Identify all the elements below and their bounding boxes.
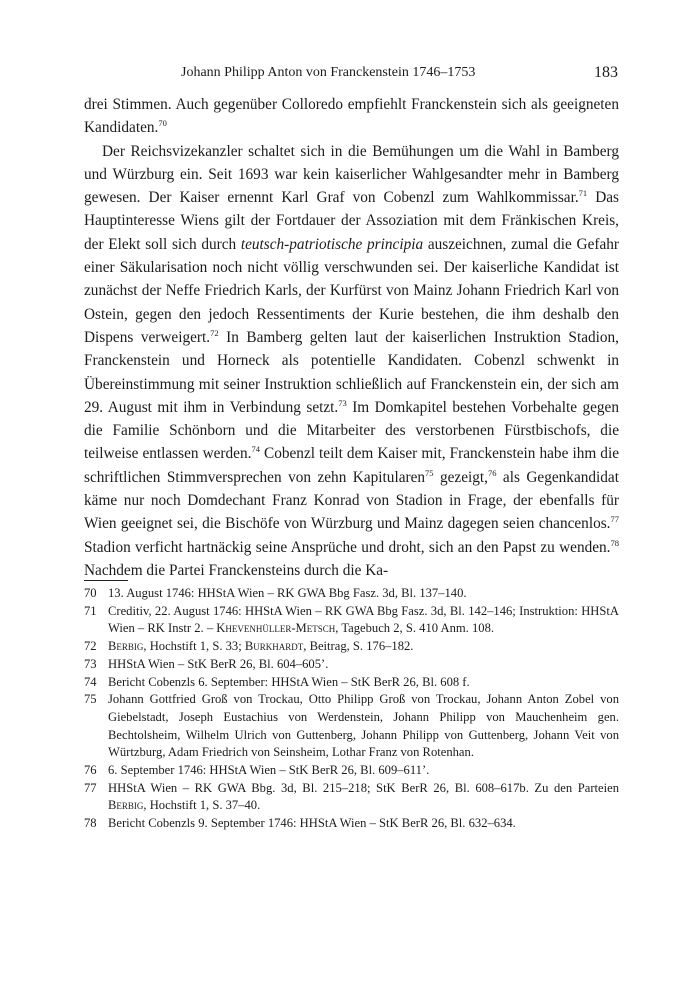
page-number: 183 <box>594 64 618 81</box>
footnote <box>84 815 619 833</box>
footnotes <box>84 585 619 833</box>
text-run: , Beitrag, S. 176–182. <box>303 639 414 654</box>
footnote-number: 71 <box>84 603 97 618</box>
text-run: Cobenzl teilt dem Kaiser mit, Franckenstein habe ihm die schriftlichen Stimmversprechen von zehn Kapitularen <box>84 445 619 486</box>
text-run: Bericht Cobenzls 9. September 1746: HHStA Wien – StK BerR 26, Bl. 632–634. <box>108 816 516 831</box>
text-run: Nachdem die Partei Franckensteins durch die Ka- <box>84 561 389 579</box>
footnote-text <box>108 604 619 636</box>
footnote-number: 75 <box>84 692 97 707</box>
text-run: , Hochstift 1, S. 33; <box>143 639 245 654</box>
footnote-text <box>108 816 516 830</box>
text-run: Im Domkapitel bestehen Vorbehalte gegen die Familie Schönborn und die Mitarbeiter des verstorbenen Fürstbischofs, die teilweise entlassen werden. <box>84 398 619 463</box>
footnote-number: 73 <box>84 656 97 671</box>
author-name: Berbig <box>108 798 144 813</box>
footnote <box>84 691 619 762</box>
paragraph <box>84 93 619 140</box>
footnote-ref: 75 <box>425 467 434 478</box>
footnote-ref: 73 <box>338 397 347 408</box>
footnote-number: 70 <box>84 586 97 600</box>
text-run: In Bamberg gelten laut der kaiserlichen Instruktion Stadion, Franckenstein und Horneck als potentielle Kandidaten. Cobenzl schwenkt in Übereinstimmung mit seiner Instruktion schließlich auf Franckenstein ein, der sich am 29. August mit ihm in Verbindung setzt. <box>84 328 620 416</box>
footnote-text <box>108 657 328 671</box>
footnote-rule <box>84 580 128 581</box>
footnote-number: 78 <box>84 816 97 831</box>
footnote-ref: 74 <box>251 444 260 455</box>
footnote-number: 72 <box>84 639 97 654</box>
footnote <box>84 656 619 674</box>
footnote-ref: 72 <box>210 327 219 338</box>
text-run: Creditiv, 22. August 1746: HHStA Wien – RK GWA Bbg Fasz. 3d, Bl. 142–146; Instruktion: HHStA Wien – RK Instr 2. – <box>108 603 619 636</box>
text-run: drei Stimmen. Auch gegenüber Colloredo empfiehlt Franckenstein sich als geeigneten Kandidaten. <box>84 96 619 137</box>
text-run: auszeichnen, zumal die Gefahr einer Säkularisation noch nicht völlig verschwunden sei. Der kaiserliche Kandidat ist zunächst der Neffe Friedrich Karls, der Kurfürst von Mainz Johann Friedrich Karl von Ostein, gegen den jedoch Ressentiments der Kurie bestehen, die ihm deshalb den Dispens verweigert. <box>84 235 619 346</box>
footnote-text <box>108 586 467 600</box>
author-name: Berbig <box>108 639 144 654</box>
running-title: Johann Philipp Anton von Franckenstein 1746–1753 <box>181 65 476 80</box>
footnote <box>84 585 619 603</box>
footnote-ref: 78 <box>610 537 619 548</box>
paragraph <box>84 140 619 583</box>
text-run: gezeigt, <box>433 468 488 486</box>
footnote-ref: 76 <box>487 467 497 478</box>
footnote-text <box>108 763 429 777</box>
text-run: Johann Gottfried Groß von Trockau, Otto Philipp Groß von Trockau, Johann Anton Zobel von Giebelstadt, Joseph Eustachius von Werdenstein, Johann Philipp von Mauchenheim gen. Bechtolsheim, Wilhelm Ulrich von Guttenberg, Johann Philipp von Guttenberg, Johann Veit von Würtzburg, Adam Friedrich von Seinsheim, Lothar Franz von Rotenhan. <box>108 692 619 760</box>
body-text <box>84 93 619 582</box>
footnote <box>84 780 619 815</box>
text-run: als Gegenkandidat käme nur noch Domdechant Franz Konrad von Stadion in Frage, der ebenfalls für Wien geeignet sei, die Bischöfe von Würzburg und Mainz dagegen seien chancenlos. <box>84 468 619 533</box>
footnote-text <box>108 639 413 653</box>
footnote-text <box>108 781 619 813</box>
text-run: Der Reichsvizekanzler schaltet sich in die Bemühungen um die Wahl in Bamberg und Würzburg ein. Seit 1693 war kein kaiserlicher Wahlgesandter mehr in Bamberg gewesen. Der Kaiser ernennt Karl Graf von Cobenzl zum Wahlkommissar. <box>84 142 619 207</box>
text-run: Stadion verficht hartnäckig seine Ansprüche und droht, sich an den Papst zu wenden. <box>84 538 611 556</box>
text-run: , Hochstift 1, S. 37–40. <box>143 798 261 813</box>
footnote <box>84 674 619 692</box>
footnote-number: 76 <box>84 763 97 778</box>
italic-phrase: teutsch-patriotische principia <box>240 235 424 253</box>
footnote-ref: 70 <box>158 118 167 129</box>
text-run: Bericht Cobenzls 6. September: HHStA Wien – StK BerR 26, Bl. 608 f. <box>108 674 470 689</box>
footnote <box>84 638 619 656</box>
text-run: Das Hauptinteresse Wiens gilt der Fortdauer der Assoziation mit dem Fränkischen Kreis, der Elekt soll sich durch <box>84 189 619 253</box>
text-run: , Tagebuch 2, S. 410 Anm. 108. <box>335 621 495 636</box>
text-run: HHStA Wien – RK GWA Bbg. 3d, Bl. 215–218; StK BerR 26, Bl. 608–617b. Zu den Parteien <box>108 780 619 795</box>
footnote-number: 77 <box>84 780 97 795</box>
footnote <box>84 762 619 780</box>
footnote-text <box>108 675 470 689</box>
footnote-ref: 77 <box>610 514 619 525</box>
footnote-number: 74 <box>84 674 97 689</box>
author-name: Khevenhüller-Metsch <box>216 621 336 636</box>
text-run: HHStA Wien – StK BerR 26, Bl. 604–605’. <box>108 656 329 671</box>
footnote-ref: 71 <box>578 188 588 199</box>
text-run: 6. September 1746: HHStA Wien – StK BerR 26, Bl. 609–611’. <box>108 763 430 778</box>
footnote-text <box>108 692 619 759</box>
text-run: 13. August 1746: HHStA Wien – RK GWA Bbg Fasz. 3d, Bl. 137–140. <box>108 586 467 600</box>
author-name: Burkhardt <box>244 639 304 654</box>
footnote <box>84 603 619 638</box>
